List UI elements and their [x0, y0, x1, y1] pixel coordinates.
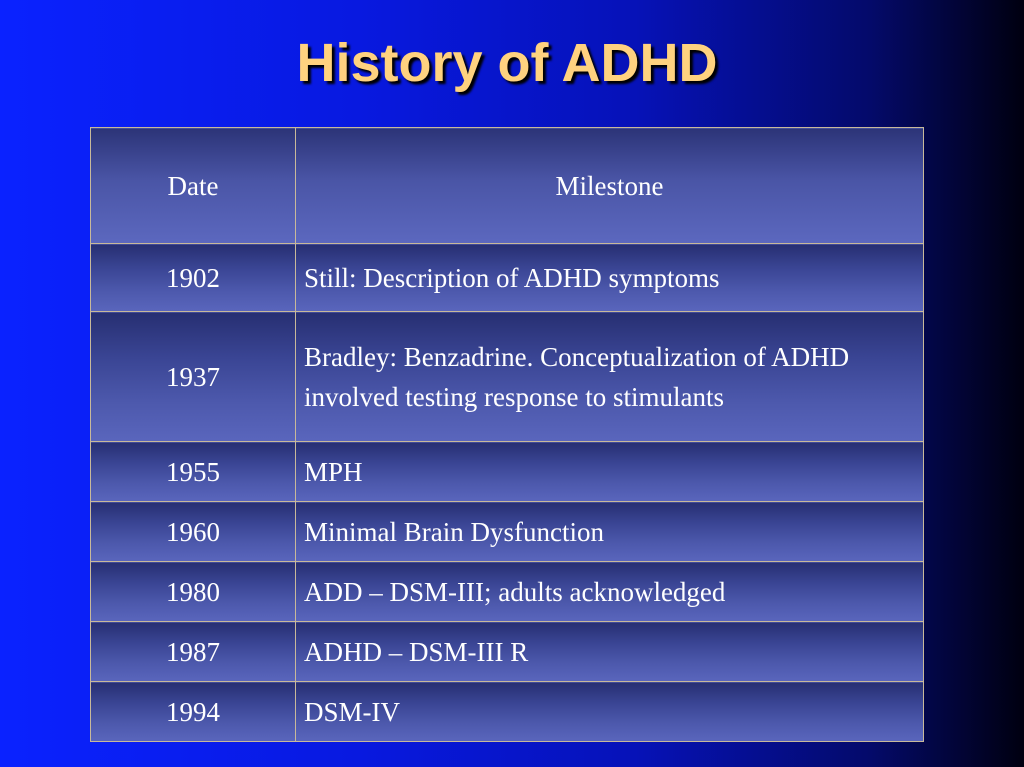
date-cell: 1955 — [91, 442, 296, 502]
date-cell: 1937 — [91, 312, 296, 442]
milestone-cell: DSM-IV — [296, 682, 924, 742]
milestone-cell: Still: Description of ADHD symptoms — [296, 244, 924, 312]
table-row — [91, 502, 924, 562]
history-table — [90, 127, 924, 742]
milestone-cell: MPH — [296, 442, 924, 502]
slide-title: History of ADHD — [296, 33, 718, 93]
date-cell: 1980 — [91, 562, 296, 622]
table-row — [91, 244, 924, 312]
milestone-cell: Minimal Brain Dysfunction — [296, 502, 924, 562]
milestone-cell: ADD – DSM-III; adults acknowledged — [296, 562, 924, 622]
milestone-cell: ADHD – DSM-III R — [296, 622, 924, 682]
date-cell: 1994 — [91, 682, 296, 742]
table-row — [91, 312, 924, 442]
table-header-row — [91, 128, 924, 244]
table-row — [91, 622, 924, 682]
date-cell: 1902 — [91, 244, 296, 312]
table-row — [91, 442, 924, 502]
table-row — [91, 682, 924, 742]
header-date: Date — [91, 128, 296, 244]
header-milestone: Milestone — [296, 128, 924, 244]
date-cell: 1987 — [91, 622, 296, 682]
table-row — [91, 562, 924, 622]
milestone-cell: Bradley: Benzadrine. Conceptualization of ADHD involved testing response to stimulants — [296, 312, 924, 442]
date-cell: 1960 — [91, 502, 296, 562]
